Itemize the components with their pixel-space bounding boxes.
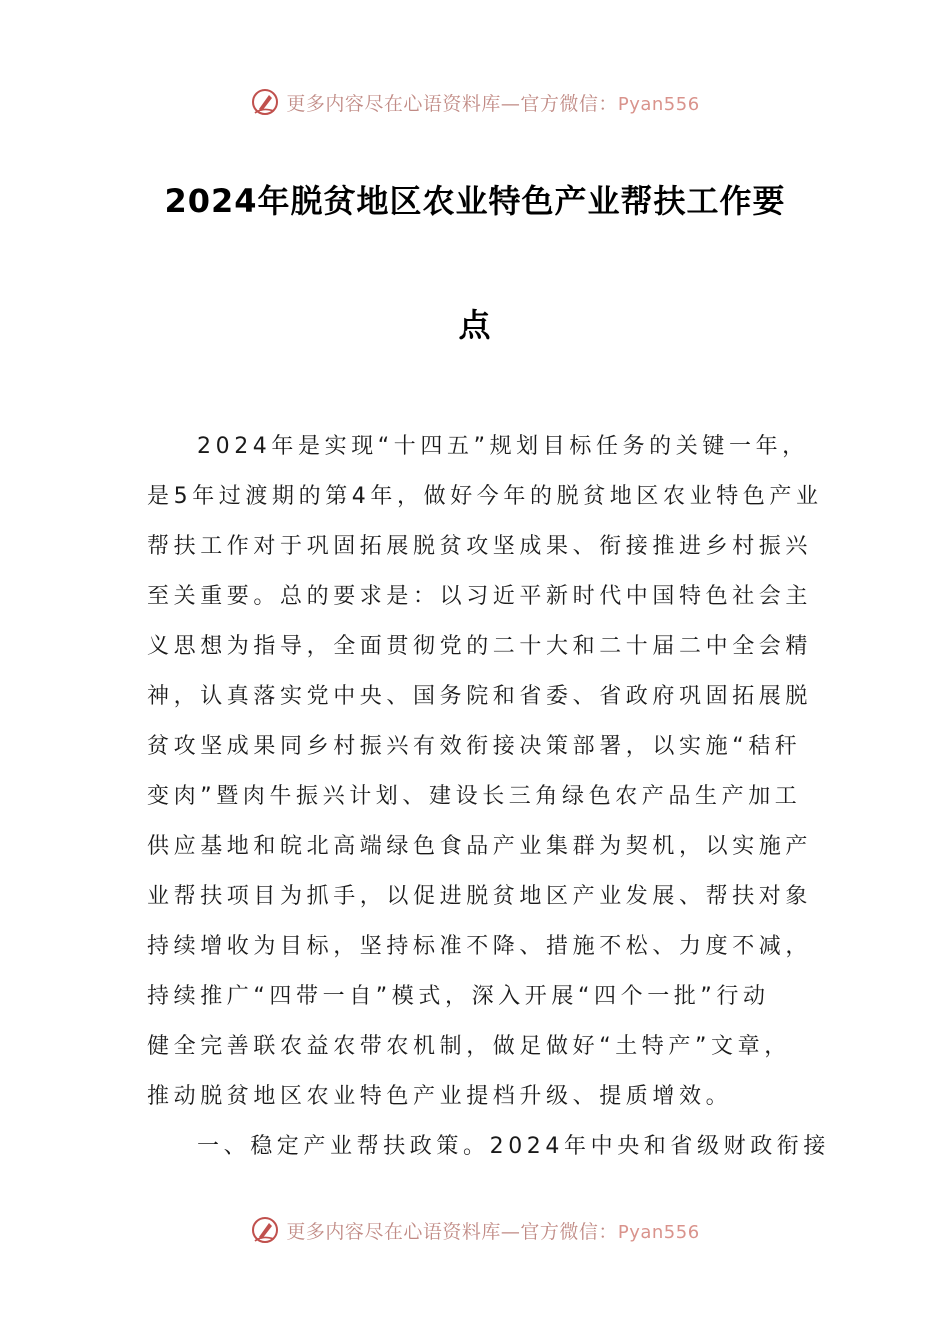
body-line: 是5年过渡期的第4年，做好今年的脱贫地区农业特色产业 — [147, 484, 823, 509]
body-line: 推动脱贫地区农业特色产业提档升级、提质增效。 — [147, 1084, 733, 1109]
body-line: 变肉”暨肉牛振兴计划、建设长三角绿色农产品生产加工 — [147, 784, 802, 809]
header-banner-text: 更多内容尽在心语资料库—官方微信：Pyan556 — [286, 92, 700, 115]
body-line: 神，认真落实党中央、国务院和省委、省政府巩固拓展脱 — [147, 684, 813, 709]
header-banner — [0, 82, 950, 122]
body-line: 贫攻坚成果同乡村振兴有效衔接决策部署，以实施“秸秆 — [147, 734, 802, 759]
pen-nib-logo-icon — [250, 87, 280, 117]
body-line: 帮扶工作对于巩固拓展脱贫攻坚成果、衔接推进乡村振兴 — [147, 534, 813, 559]
header-banner-brand: Pyan556 — [617, 93, 700, 115]
body-line: 供应基地和皖北高端绿色食品产业集群为契机，以实施产 — [147, 834, 813, 859]
body-line: 持续推广“四带一自”模式，深入开展“四个一批”行动 — [147, 984, 770, 1009]
footer-banner-text: 更多内容尽在心语资料库—官方微信：Pyan556 — [286, 1220, 700, 1243]
body-line: 2024年是实现“十四五”规划目标任务的关键一年， — [197, 434, 809, 459]
body-line: 一、稳定产业帮扶政策。2024年中央和省级财政衔接 — [197, 1134, 830, 1159]
body-line: 业帮扶项目为抓手，以促进脱贫地区产业发展、帮扶对象 — [147, 884, 813, 909]
document-title-line-2: 点 — [458, 306, 492, 344]
pen-nib-logo-icon — [250, 1215, 280, 1245]
footer-banner-brand: Pyan556 — [617, 1221, 700, 1243]
footer-banner — [0, 1210, 950, 1250]
body-line: 健全完善联农益农带农机制，做足做好“土特产”文章， — [147, 1034, 791, 1059]
body-line: 至关重要。总的要求是：以习近平新时代中国特色社会主 — [147, 584, 813, 609]
document-title-line-1: 2024年脱贫地区农业特色产业帮扶工作要 — [164, 182, 786, 220]
body-line: 义思想为指导，全面贯彻党的二十大和二十届二中全会精 — [147, 634, 813, 659]
body-line: 持续增收为目标，坚持标准不降、措施不松、力度不减， — [147, 934, 813, 959]
